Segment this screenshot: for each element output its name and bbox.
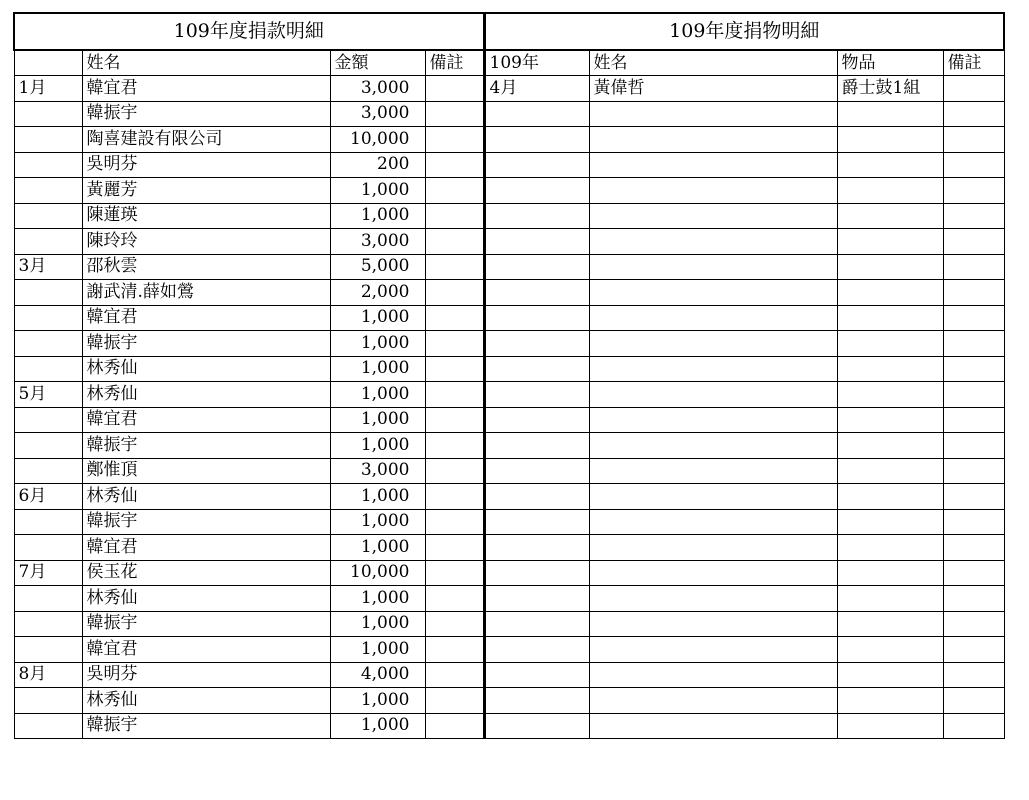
- money-month-cell: [14, 586, 82, 612]
- money-amount-cell: 1,000: [330, 178, 425, 204]
- table-row: [14, 662, 1004, 688]
- goods-name-cell: [589, 637, 837, 663]
- money-amount-cell: 1,000: [330, 611, 425, 637]
- table-row: [14, 637, 1004, 663]
- money-amount-header: 金額: [330, 50, 425, 76]
- goods-note-cell: [943, 586, 1004, 612]
- table-row: [14, 713, 1004, 739]
- goods-item-cell: [837, 713, 943, 739]
- goods-name-cell: [589, 356, 837, 382]
- goods-name-cell: [589, 203, 837, 229]
- money-month-header: [14, 50, 82, 76]
- goods-month-cell: [484, 458, 589, 484]
- goods-item-cell: [837, 127, 943, 153]
- goods-name-cell: [589, 305, 837, 331]
- money-amount-cell: 1,000: [330, 356, 425, 382]
- goods-month-cell: [484, 509, 589, 535]
- money-name-cell: 韓宜君: [82, 76, 330, 102]
- money-name-cell: 黃麗芳: [82, 178, 330, 204]
- goods-item-cell: [837, 637, 943, 663]
- money-note-cell: [425, 713, 484, 739]
- money-name-cell: 陳蓮瑛: [82, 203, 330, 229]
- goods-name-cell: [589, 229, 837, 255]
- goods-month-cell: [484, 586, 589, 612]
- goods-title: 109年度捐物明細: [484, 13, 1004, 50]
- goods-note-cell: [943, 637, 1004, 663]
- money-note-cell: [425, 560, 484, 586]
- money-month-cell: 1月: [14, 76, 82, 102]
- goods-item-cell: [837, 560, 943, 586]
- goods-name-header: 姓名: [589, 50, 837, 76]
- money-month-cell: 8月: [14, 662, 82, 688]
- goods-year-header: 109年: [484, 50, 589, 76]
- money-month-cell: [14, 433, 82, 459]
- money-month-cell: [14, 535, 82, 561]
- money-amount-cell: 1,000: [330, 382, 425, 408]
- goods-month-cell: [484, 101, 589, 127]
- goods-name-cell: [589, 662, 837, 688]
- money-note-cell: [425, 229, 484, 255]
- goods-name-cell: [589, 254, 837, 280]
- goods-month-cell: [484, 178, 589, 204]
- money-note-cell: [425, 433, 484, 459]
- goods-note-cell: [943, 433, 1004, 459]
- money-note-cell: [425, 101, 484, 127]
- donation-sheet: [13, 12, 1005, 739]
- money-note-header: 備註: [425, 50, 484, 76]
- table-row: [14, 305, 1004, 331]
- money-note-cell: [425, 586, 484, 612]
- goods-month-cell: [484, 229, 589, 255]
- money-amount-cell: 1,000: [330, 331, 425, 357]
- money-month-cell: [14, 127, 82, 153]
- goods-month-cell: [484, 713, 589, 739]
- money-name-cell: 韓振宇: [82, 509, 330, 535]
- money-name-cell: 鄭惟頂: [82, 458, 330, 484]
- money-name-cell: 韓宜君: [82, 305, 330, 331]
- goods-name-cell: [589, 611, 837, 637]
- goods-note-cell: [943, 101, 1004, 127]
- goods-name-cell: [589, 382, 837, 408]
- money-month-cell: [14, 407, 82, 433]
- money-amount-cell: 1,000: [330, 305, 425, 331]
- money-name-cell: 吳明芬: [82, 662, 330, 688]
- table-row: [14, 611, 1004, 637]
- money-name-cell: 侯玉花: [82, 560, 330, 586]
- table-row: [14, 433, 1004, 459]
- money-amount-cell: 3,000: [330, 101, 425, 127]
- table-row: [14, 382, 1004, 408]
- money-amount-cell: 3,000: [330, 229, 425, 255]
- column-header-row: [14, 50, 1004, 76]
- money-month-cell: 5月: [14, 382, 82, 408]
- goods-item-cell: [837, 152, 943, 178]
- money-amount-cell: 1,000: [330, 484, 425, 510]
- goods-month-cell: [484, 535, 589, 561]
- goods-note-cell: [943, 662, 1004, 688]
- money-month-cell: [14, 637, 82, 663]
- goods-month-cell: 4月: [484, 76, 589, 102]
- goods-item-cell: [837, 203, 943, 229]
- money-note-cell: [425, 637, 484, 663]
- goods-item-cell: [837, 484, 943, 510]
- goods-item-cell: [837, 688, 943, 714]
- goods-note-cell: [943, 713, 1004, 739]
- money-note-cell: [425, 509, 484, 535]
- goods-item-cell: [837, 280, 943, 306]
- money-note-cell: [425, 382, 484, 408]
- table-row: [14, 407, 1004, 433]
- goods-month-cell: [484, 127, 589, 153]
- goods-note-cell: [943, 127, 1004, 153]
- table-row: [14, 178, 1004, 204]
- money-name-cell: 韓振宇: [82, 331, 330, 357]
- table-row: [14, 560, 1004, 586]
- table-row: [14, 458, 1004, 484]
- goods-name-cell: [589, 127, 837, 153]
- goods-note-cell: [943, 356, 1004, 382]
- money-name-cell: 邵秋雲: [82, 254, 330, 280]
- table-row: [14, 484, 1004, 510]
- money-month-cell: [14, 305, 82, 331]
- money-month-cell: [14, 280, 82, 306]
- money-note-cell: [425, 407, 484, 433]
- money-name-cell: 韓宜君: [82, 407, 330, 433]
- goods-month-cell: [484, 611, 589, 637]
- money-name-cell: 韓振宇: [82, 611, 330, 637]
- money-name-cell: 韓振宇: [82, 433, 330, 459]
- goods-note-cell: [943, 611, 1004, 637]
- table-row: [14, 586, 1004, 612]
- goods-item-header: 物品: [837, 50, 943, 76]
- table-row: [14, 203, 1004, 229]
- goods-name-cell: [589, 152, 837, 178]
- money-month-cell: 7月: [14, 560, 82, 586]
- money-note-cell: [425, 458, 484, 484]
- goods-item-cell: [837, 101, 943, 127]
- money-amount-cell: 1,000: [330, 535, 425, 561]
- goods-name-cell: [589, 713, 837, 739]
- money-name-cell: 韓宜君: [82, 535, 330, 561]
- goods-month-cell: [484, 254, 589, 280]
- goods-name-cell: [589, 331, 837, 357]
- money-note-cell: [425, 331, 484, 357]
- goods-item-cell: [837, 305, 943, 331]
- goods-month-cell: [484, 152, 589, 178]
- money-name-cell: 韓宜君: [82, 637, 330, 663]
- money-month-cell: [14, 152, 82, 178]
- money-note-cell: [425, 76, 484, 102]
- money-month-cell: 3月: [14, 254, 82, 280]
- goods-note-cell: [943, 331, 1004, 357]
- money-note-cell: [425, 203, 484, 229]
- goods-note-cell: [943, 407, 1004, 433]
- goods-note-cell: [943, 560, 1004, 586]
- goods-note-cell: [943, 382, 1004, 408]
- table-row: [14, 254, 1004, 280]
- goods-month-cell: [484, 407, 589, 433]
- money-month-cell: [14, 611, 82, 637]
- goods-note-cell: [943, 280, 1004, 306]
- money-name-cell: 林秀仙: [82, 586, 330, 612]
- goods-name-cell: [589, 484, 837, 510]
- money-amount-cell: 3,000: [330, 458, 425, 484]
- money-month-cell: [14, 203, 82, 229]
- money-month-cell: [14, 509, 82, 535]
- money-month-cell: [14, 356, 82, 382]
- money-amount-cell: 1,000: [330, 688, 425, 714]
- money-note-cell: [425, 611, 484, 637]
- goods-item-cell: 爵士鼓1組: [837, 76, 943, 102]
- table-row: [14, 688, 1004, 714]
- money-name-cell: 韓振宇: [82, 713, 330, 739]
- money-title: 109年度捐款明細: [14, 13, 484, 50]
- money-name-cell: 林秀仙: [82, 484, 330, 510]
- goods-month-cell: [484, 382, 589, 408]
- money-name-header: 姓名: [82, 50, 330, 76]
- money-note-cell: [425, 254, 484, 280]
- money-month-cell: [14, 713, 82, 739]
- table-row: [14, 509, 1004, 535]
- table-row: [14, 101, 1004, 127]
- goods-month-cell: [484, 484, 589, 510]
- money-name-cell: 林秀仙: [82, 688, 330, 714]
- money-amount-cell: 3,000: [330, 76, 425, 102]
- money-amount-cell: 1,000: [330, 713, 425, 739]
- money-month-cell: [14, 688, 82, 714]
- money-name-cell: 謝武清.薛如鶯: [82, 280, 330, 306]
- goods-month-cell: [484, 637, 589, 663]
- goods-name-cell: [589, 433, 837, 459]
- goods-item-cell: [837, 356, 943, 382]
- goods-note-cell: [943, 152, 1004, 178]
- money-name-cell: 林秀仙: [82, 356, 330, 382]
- money-note-cell: [425, 127, 484, 153]
- money-name-cell: 林秀仙: [82, 382, 330, 408]
- money-note-cell: [425, 688, 484, 714]
- money-amount-cell: 2,000: [330, 280, 425, 306]
- money-amount-cell: 1,000: [330, 433, 425, 459]
- goods-item-cell: [837, 229, 943, 255]
- table-row: [14, 229, 1004, 255]
- goods-item-cell: [837, 331, 943, 357]
- title-row: [14, 13, 1004, 50]
- money-amount-cell: 1,000: [330, 637, 425, 663]
- goods-note-cell: [943, 203, 1004, 229]
- goods-name-cell: [589, 535, 837, 561]
- money-name-cell: 吳明芬: [82, 152, 330, 178]
- goods-month-cell: [484, 688, 589, 714]
- goods-note-cell: [943, 229, 1004, 255]
- table-row: [14, 152, 1004, 178]
- goods-note-cell: [943, 76, 1004, 102]
- goods-month-cell: [484, 356, 589, 382]
- goods-note-cell: [943, 535, 1004, 561]
- money-note-cell: [425, 356, 484, 382]
- money-amount-cell: 1,000: [330, 407, 425, 433]
- goods-note-cell: [943, 458, 1004, 484]
- money-amount-cell: 10,000: [330, 560, 425, 586]
- goods-note-header: 備註: [943, 50, 1004, 76]
- money-name-cell: 韓振宇: [82, 101, 330, 127]
- goods-note-cell: [943, 509, 1004, 535]
- money-amount-cell: 10,000: [330, 127, 425, 153]
- goods-name-cell: [589, 458, 837, 484]
- money-amount-cell: 4,000: [330, 662, 425, 688]
- money-amount-cell: 1,000: [330, 586, 425, 612]
- goods-item-cell: [837, 178, 943, 204]
- goods-name-cell: [589, 178, 837, 204]
- goods-note-cell: [943, 254, 1004, 280]
- goods-item-cell: [837, 254, 943, 280]
- money-name-cell: 陶喜建設有限公司: [82, 127, 330, 153]
- money-month-cell: 6月: [14, 484, 82, 510]
- goods-item-cell: [837, 433, 943, 459]
- goods-month-cell: [484, 433, 589, 459]
- money-note-cell: [425, 535, 484, 561]
- table-row: [14, 127, 1004, 153]
- money-month-cell: [14, 178, 82, 204]
- goods-note-cell: [943, 484, 1004, 510]
- goods-name-cell: [589, 407, 837, 433]
- money-month-cell: [14, 331, 82, 357]
- goods-note-cell: [943, 178, 1004, 204]
- money-amount-cell: 5,000: [330, 254, 425, 280]
- goods-name-cell: [589, 101, 837, 127]
- money-note-cell: [425, 305, 484, 331]
- money-note-cell: [425, 152, 484, 178]
- money-note-cell: [425, 484, 484, 510]
- goods-month-cell: [484, 305, 589, 331]
- money-note-cell: [425, 280, 484, 306]
- goods-item-cell: [837, 535, 943, 561]
- money-amount-cell: 1,000: [330, 203, 425, 229]
- goods-name-cell: [589, 688, 837, 714]
- goods-item-cell: [837, 662, 943, 688]
- money-month-cell: [14, 229, 82, 255]
- goods-item-cell: [837, 382, 943, 408]
- goods-month-cell: [484, 280, 589, 306]
- money-note-cell: [425, 178, 484, 204]
- table-row: [14, 280, 1004, 306]
- money-month-cell: [14, 458, 82, 484]
- goods-item-cell: [837, 509, 943, 535]
- goods-item-cell: [837, 407, 943, 433]
- money-amount-cell: 1,000: [330, 509, 425, 535]
- money-note-cell: [425, 662, 484, 688]
- goods-month-cell: [484, 662, 589, 688]
- goods-note-cell: [943, 688, 1004, 714]
- goods-name-cell: [589, 586, 837, 612]
- goods-name-cell: [589, 509, 837, 535]
- money-name-cell: 陳玲玲: [82, 229, 330, 255]
- goods-item-cell: [837, 458, 943, 484]
- money-month-cell: [14, 101, 82, 127]
- goods-month-cell: [484, 560, 589, 586]
- goods-name-cell: [589, 560, 837, 586]
- goods-note-cell: [943, 305, 1004, 331]
- goods-item-cell: [837, 586, 943, 612]
- table-row: [14, 535, 1004, 561]
- goods-month-cell: [484, 203, 589, 229]
- goods-name-cell: [589, 280, 837, 306]
- table-row: [14, 356, 1004, 382]
- goods-month-cell: [484, 331, 589, 357]
- table-row: [14, 76, 1004, 102]
- money-amount-cell: 200: [330, 152, 425, 178]
- table-row: [14, 331, 1004, 357]
- goods-item-cell: [837, 611, 943, 637]
- goods-name-cell: 黃偉哲: [589, 76, 837, 102]
